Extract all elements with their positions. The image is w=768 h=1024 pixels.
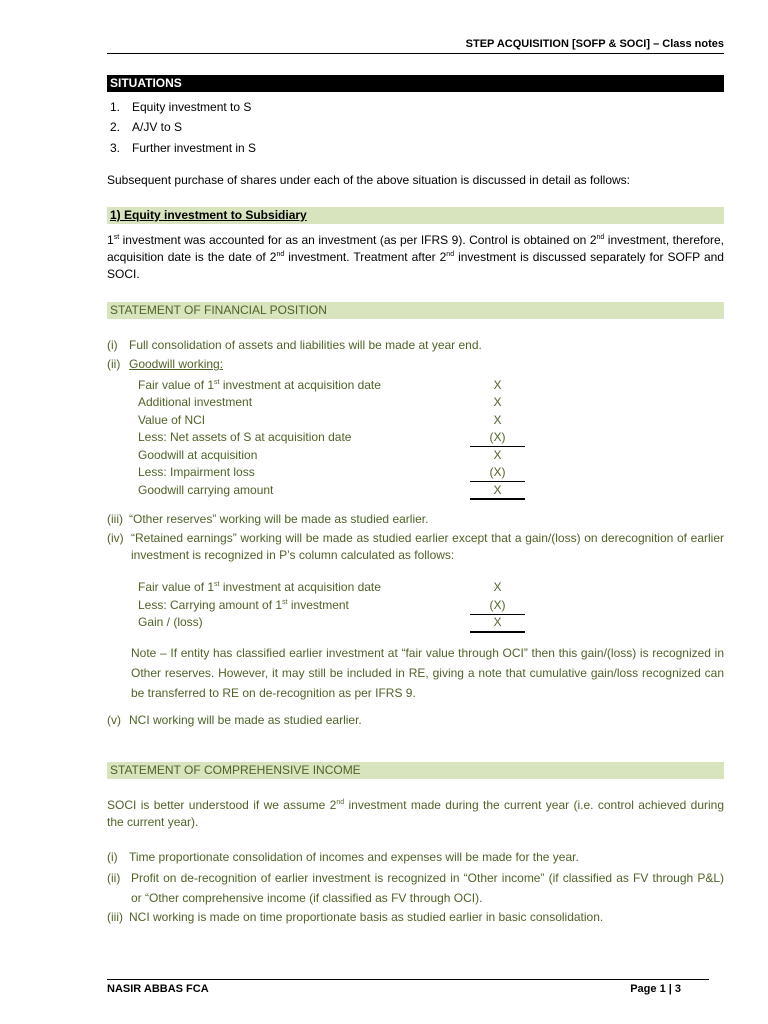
footer-author: NASIR ABBAS FCA [107, 983, 209, 995]
footer-rule [107, 979, 709, 980]
page-header-title: STEP ACQUISITION [SOFP & SOCI] – Class notes [465, 38, 724, 50]
gain-row-label: Fair value of 1st investment at acquisition date [138, 580, 381, 594]
sofp-item-v: (v) NCI working will be made as studied earlier. [107, 713, 362, 727]
gain-row-value: (X) [489, 598, 506, 612]
goodwill-row-label: Less: Net assets of S at acquisition date [138, 430, 352, 444]
section1-heading: 1) Equity investment to Subsidiary [107, 207, 724, 224]
sofp-item-ii: (ii) Goodwill working: [107, 357, 224, 371]
gain-row-label: Less: Carrying amount of 1st investment [138, 598, 349, 612]
goodwill-row-label: Value of NCI [138, 413, 206, 427]
goodwill-row-label: Additional investment [138, 395, 253, 409]
goodwill-row-label: Goodwill at acquisition [138, 448, 258, 462]
gain-total-rule [470, 631, 525, 633]
soci-item-iii: (iii) NCI working is made on time proportionate basis as studied earlier in basic consolidation. [107, 910, 604, 924]
situation-item-3: 3. Further investment in S [110, 141, 257, 155]
situations-intro: Subsequent purchase of shares under each of the above situation is discussed in detail as follows: [107, 173, 630, 187]
goodwill-total-rule [470, 498, 525, 500]
gain-row-value: X [493, 615, 502, 629]
sofp-item-iii: (iii) “Other reserves” working will be made as studied earlier. [107, 512, 429, 526]
goodwill-row-value: (X) [489, 430, 506, 444]
sofp-item-iv: (iv) “Retained earnings” working will be made as studied earlier except that a gain/(loss) on derecognition of earlier investment is recognized in P’s column calculated as follows: [107, 531, 724, 562]
goodwill-row-label: Less: Impairment loss [138, 465, 255, 479]
goodwill-row-value: X [493, 483, 502, 497]
sofp-heading: STATEMENT OF FINANCIAL POSITION [107, 302, 724, 319]
goodwill-row-label: Fair value of 1st investment at acquisition date [138, 378, 381, 392]
goodwill-row-label: Goodwill carrying amount [138, 483, 274, 497]
situations-heading: SITUATIONS [107, 75, 724, 92]
situation-item-2: 2. A/JV to S [110, 120, 183, 134]
situation-item-1: 1. Equity investment to S [110, 100, 252, 114]
soci-heading: STATEMENT OF COMPREHENSIVE INCOME [107, 762, 724, 779]
header-rule [107, 53, 724, 54]
soci-paragraph: SOCI is better understood if we assume 2nd investment made during the current year (i.e. control achieved during the current year). [107, 798, 724, 829]
footer-page-number: Page 1 | 3 [630, 983, 681, 995]
goodwill-row-value: X [493, 395, 502, 409]
sofp-item-i: (i) Full consolidation of assets and liabilities will be made at year end. [107, 338, 482, 352]
section1-paragraph: 1st investment was accounted for as an investment (as per IFRS 9). Control is obtained on 2nd investment, therefore, acquisition date is the date of 2nd investment. Treatment after 2nd investment is discussed separately for SOFP and SOCI. [107, 233, 725, 281]
sofp-note: Note – If entity has classified earlier investment at “fair value through OCI” then this gain/(loss) is recognized in Other reserves. However, it may still be included in RE, giving a note that cumulative gain/loss recognized can be transferred to RE on de-recognition as per IFRS 9. [131, 646, 724, 700]
goodwill-row-value: X [493, 448, 502, 462]
soci-item-i: (i) Time proportionate consolidation of incomes and expenses will be made for the year. [107, 850, 579, 864]
gain-row-value: X [493, 580, 502, 594]
goodwill-row-value: X [493, 378, 502, 392]
soci-item-ii: (ii) Profit on de-recognition of earlier investment is recognized in “Other income” (if classified as FV through P&L) or “Other comprehensive income (if classified as FV through OCI). [107, 871, 724, 905]
goodwill-row-value: X [493, 413, 502, 427]
goodwill-row-value: (X) [489, 465, 506, 479]
gain-row-label: Gain / (loss) [138, 615, 203, 629]
